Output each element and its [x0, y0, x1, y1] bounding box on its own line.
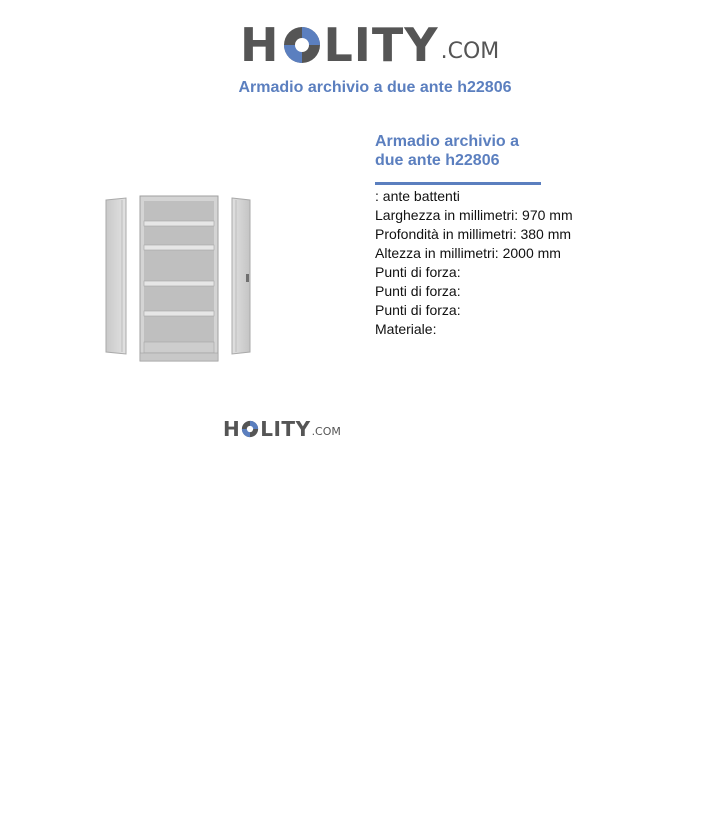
metal-cabinet-icon: [100, 190, 260, 365]
page-title: Armadio archivio a due ante h22806: [238, 79, 512, 96]
logo-o-icon: [282, 25, 322, 65]
logo-letters-lity: LITY: [323, 18, 439, 72]
brand-logo[interactable]: [240, 12, 500, 72]
spec-item-width: Larghezza in millimetri: 970 mm: [375, 207, 573, 223]
logo-wordmark: [240, 18, 439, 72]
logo-suffix: .COM: [440, 39, 500, 64]
logo-suffix-small: .COM: [311, 425, 341, 438]
spec-item-strength-1: Punti di forza:: [375, 264, 461, 280]
brand-logo-small[interactable]: [223, 418, 341, 440]
title-divider: [375, 182, 541, 185]
spec-item-depth: Profondità in millimetri: 380 mm: [375, 226, 572, 242]
logo-letter-h: H: [240, 18, 280, 72]
logo-letter-h-small: H: [223, 417, 241, 441]
product-title: Armadio archivio a due ante h22806: [375, 133, 520, 169]
logo-letters-lity-small: LITY: [260, 417, 311, 441]
product-details: [375, 132, 675, 339]
spec-item-door-type: : ante battenti: [375, 188, 460, 204]
spec-list: [375, 187, 675, 339]
spec-item-strength-2: Punti di forza:: [375, 283, 461, 299]
logo-wordmark-small: [223, 418, 311, 440]
logo-o-icon-small: [241, 420, 259, 438]
spec-item-height: Altezza in millimetri: 2000 mm: [375, 245, 561, 261]
spec-item-strength-3: Punti di forza:: [375, 302, 461, 318]
spec-item-material: Materiale:: [375, 321, 437, 337]
